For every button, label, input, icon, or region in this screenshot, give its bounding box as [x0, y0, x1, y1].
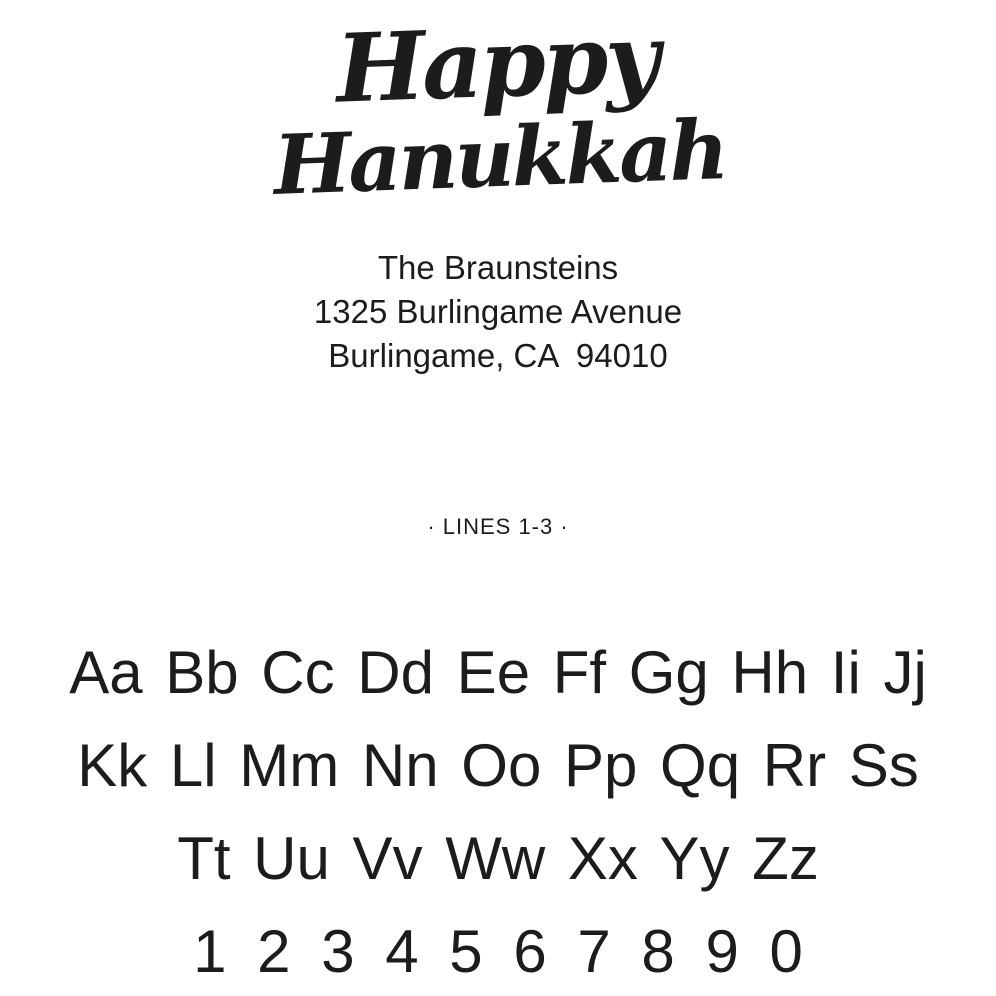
- greeting-line-happy: Happy: [334, 3, 659, 125]
- alphabet-row-2: Kk Ll Mm Nn Oo Pp Qq Rr Ss: [77, 732, 919, 799]
- font-specimen: [0, 626, 996, 996]
- greeting-script: [0, 0, 996, 218]
- address-preview: [0, 246, 996, 378]
- address-line-street: 1325 Burlingame Avenue: [313, 293, 683, 330]
- alphabet-row-1: Aa Bb Cc Dd Ee Ff Gg Hh Ii Jj: [69, 639, 927, 706]
- lines-range-label: · LINES 1-3 ·: [427, 514, 569, 539]
- address-line-name: The Braunsteins: [377, 249, 619, 286]
- greeting-line-hanukkah: Hanukkah: [272, 102, 728, 215]
- numbers-row: 1 2 3 4 5 6 7 8 9 0: [193, 918, 803, 985]
- address-line-city-state-zip: Burlingame, CA 94010: [328, 337, 668, 374]
- alphabet-row-3: Tt Uu Vv Ww Xx Yy Zz: [177, 825, 819, 892]
